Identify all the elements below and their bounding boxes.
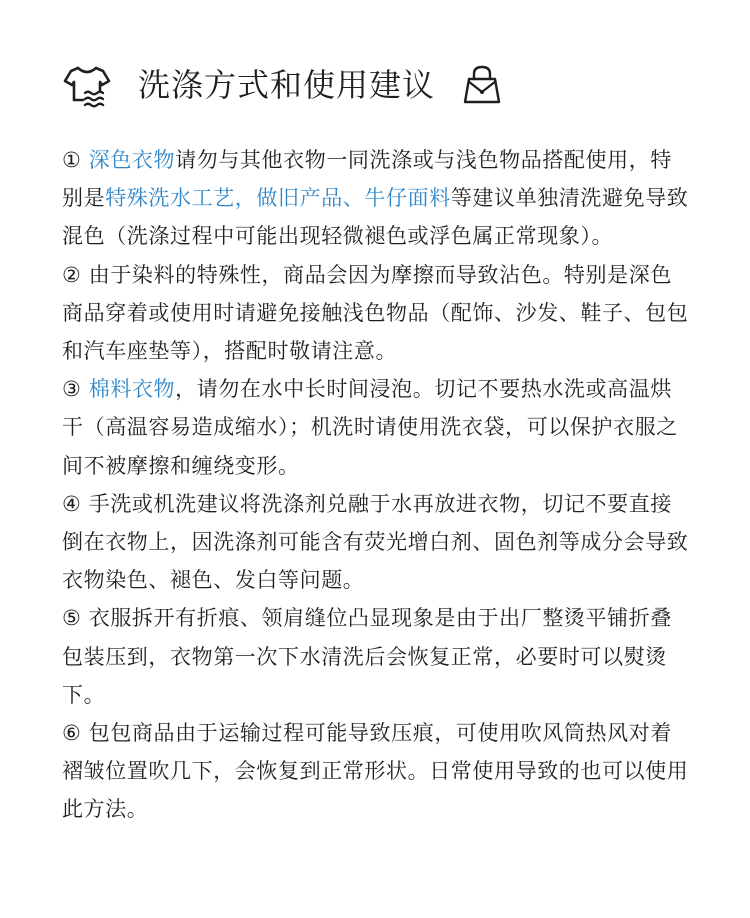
instruction-4 xyxy=(62,485,692,600)
instruction-2 xyxy=(62,256,692,371)
care-instructions xyxy=(62,141,692,829)
instruction-1 xyxy=(62,141,692,256)
highlight-text: 深色衣物 xyxy=(88,148,176,172)
instruction-text: 包包商品由于运输过程可能导致压痕，可使用吹风筒热风对着褶皱位置吹几下，会恢复到正常形状。日常使用导致的也可以使用此方法。 xyxy=(62,721,689,822)
item-marker: ⑤ xyxy=(62,606,82,631)
highlight-text: 棉料衣物 xyxy=(88,377,176,402)
instruction-text: ，请勿在水中长时间浸泡。切记不要热水洗或高温烘干（高温容易造成缩水）；机洗时请使用洗衣袋，可以保护衣服之间不被摩擦和缠绕变形。 xyxy=(62,377,678,478)
page-title: 洗涤方式和使用建议 xyxy=(138,66,436,104)
item-marker: ① xyxy=(62,148,82,172)
instruction-text: 请勿与其他衣物一同洗涤或与浅色物品搭配使用，特别是 xyxy=(62,148,672,211)
handbag-icon xyxy=(461,64,503,106)
instruction-6 xyxy=(62,714,692,829)
highlight-text: 特殊洗水工艺，做旧产品、牛仔面料 xyxy=(105,186,451,211)
tshirt-wash-icon xyxy=(62,62,112,108)
instruction-text: 由于染料的特殊性，商品会因为摩擦而导致沾色。特别是深色商品穿着或使用时请避免接触浅色物品（配饰、沙发、鞋子、包包和汽车座垫等），搭配时敬请注意。 xyxy=(62,262,689,364)
item-marker: ④ xyxy=(62,491,82,516)
item-marker: ② xyxy=(62,262,82,287)
instruction-text: 衣服拆开有折痕、领肩缝位凸显现象是由于出厂整烫平铺折叠包装压到，衣物第一次下水清洗后会恢复正常，必要时可以熨烫下。 xyxy=(62,606,672,707)
instruction-5 xyxy=(62,599,692,714)
header xyxy=(62,60,522,110)
instruction-text: 手洗或机洗建议将洗涤剂兑融于水再放进衣物，切记不要直接倒在衣物上，因洗涤剂可能含有荧光增白剂、固色剂等成分会导致衣物染色、褪色、发白等问题。 xyxy=(62,491,689,593)
item-marker: ③ xyxy=(62,377,82,402)
item-marker: ⑥ xyxy=(62,721,82,746)
instruction-3 xyxy=(62,370,692,485)
instruction-text: 等建议单独清洗避免导致混色（洗涤过程中可能出现轻微褪色或浮色属正常现象）。 xyxy=(62,186,689,249)
